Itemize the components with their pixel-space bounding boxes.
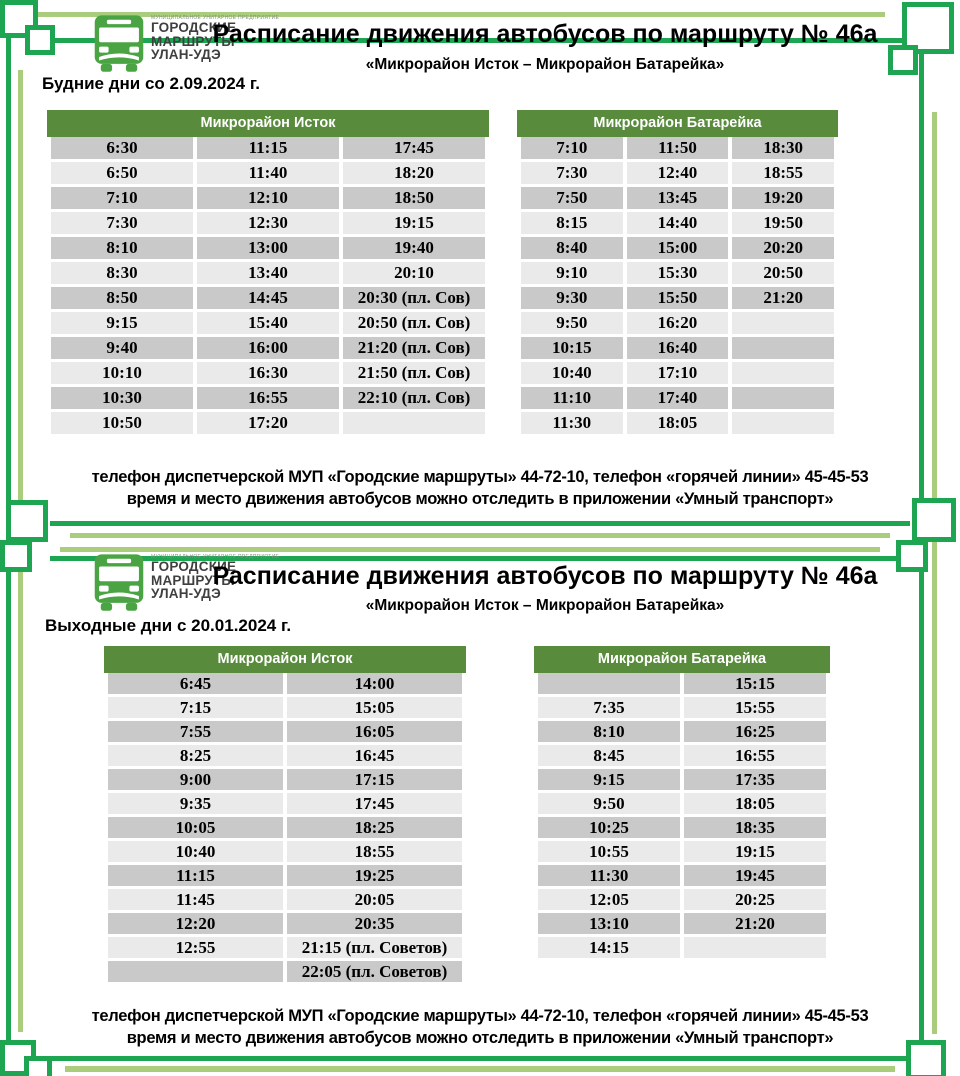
- time-cell: 18:35: [684, 817, 826, 838]
- time-cell: 8:45: [538, 745, 680, 766]
- table-row: [108, 937, 462, 958]
- time-cell: 20:30 (пл. Сов): [343, 287, 485, 309]
- time-cell: 9:50: [538, 793, 680, 814]
- corner-ornament: [25, 25, 55, 55]
- table-row: [538, 841, 826, 862]
- timetable-istok-weekday: [47, 134, 489, 437]
- schedule-title: Расписание движения автобусов по маршруту № 46а: [212, 562, 878, 590]
- table-row: [108, 961, 462, 982]
- bus-icon: [93, 552, 145, 619]
- time-cell: 7:50: [521, 187, 623, 209]
- time-cell: 17:10: [627, 362, 729, 384]
- time-cell: 20:20: [732, 237, 834, 259]
- time-cell: 11:50: [627, 137, 729, 159]
- time-cell: [108, 961, 283, 982]
- timetable-batareyka-weekend: [534, 670, 830, 961]
- time-cell: 8:10: [51, 237, 193, 259]
- table-row: [521, 412, 834, 434]
- table-row: [51, 412, 485, 434]
- time-cell: 11:10: [521, 387, 623, 409]
- time-cell: 17:35: [684, 769, 826, 790]
- time-cell: 20:25: [684, 889, 826, 910]
- table-row: [108, 865, 462, 886]
- table-row: [51, 262, 485, 284]
- time-cell: 6:45: [108, 673, 283, 694]
- validity-date: Выходные дни с 20.01.2024 г.: [45, 616, 292, 635]
- dispatcher-phones: телефон диспетчерской МУП «Городские маршруты» 44-72-10, телефон «горячей линии» 45-45-53: [91, 1007, 869, 1025]
- time-cell: [732, 387, 834, 409]
- table-header-batareyka: Микрорайон Батарейка: [517, 110, 838, 137]
- time-cell: 11:40: [197, 162, 339, 184]
- time-cell: 18:05: [627, 412, 729, 434]
- time-cell: 10:40: [108, 841, 283, 862]
- table-row: [108, 889, 462, 910]
- table-row: [538, 817, 826, 838]
- tracking-app-note: время и место движения автобусов можно отследить в приложении «Умный транспорт»: [126, 1029, 834, 1047]
- table-row: [51, 287, 485, 309]
- time-cell: 18:50: [343, 187, 485, 209]
- time-cell: 11:30: [538, 865, 680, 886]
- table-row: [538, 745, 826, 766]
- time-cell: 18:55: [287, 841, 462, 862]
- table-row: [521, 137, 834, 159]
- corner-ornament: [24, 1056, 52, 1076]
- time-cell: 16:45: [287, 745, 462, 766]
- time-cell: 9:35: [108, 793, 283, 814]
- time-cell: 16:25: [684, 721, 826, 742]
- logo-line-1: ГОРОДСКИЕ: [151, 559, 237, 574]
- table-row: [538, 937, 826, 958]
- time-cell: 8:30: [51, 262, 193, 284]
- time-cell: 15:40: [197, 312, 339, 334]
- time-cell: 9:00: [108, 769, 283, 790]
- table-row: [521, 287, 834, 309]
- time-cell: 9:40: [51, 337, 193, 359]
- time-cell: 6:30: [51, 137, 193, 159]
- table-row: [538, 769, 826, 790]
- time-cell: 10:30: [51, 387, 193, 409]
- time-cell: 13:10: [538, 913, 680, 934]
- table-row: [521, 362, 834, 384]
- time-cell: 17:40: [627, 387, 729, 409]
- time-cell: 12:55: [108, 937, 283, 958]
- time-cell: 8:50: [51, 287, 193, 309]
- time-cell: [343, 412, 485, 434]
- time-cell: 11:15: [197, 137, 339, 159]
- time-cell: 19:20: [732, 187, 834, 209]
- dispatcher-phones: телефон диспетчерской МУП «Городские маршруты» 44-72-10, телефон «горячей линии» 45-45-53: [91, 468, 869, 486]
- table-row: [108, 769, 462, 790]
- time-cell: 16:05: [287, 721, 462, 742]
- table-row: [51, 162, 485, 184]
- logo-small-text: МУНИЦИПАЛЬНОЕ УНИТАРНОЕ ПРЕДПРИЯТИЕ: [151, 554, 280, 560]
- time-cell: 7:10: [521, 137, 623, 159]
- time-cell: 10:40: [521, 362, 623, 384]
- middle-ornament: [0, 540, 32, 572]
- time-cell: 16:20: [627, 312, 729, 334]
- time-cell: 18:20: [343, 162, 485, 184]
- table-row: [521, 162, 834, 184]
- table-row: [538, 673, 826, 694]
- time-cell: 9:15: [538, 769, 680, 790]
- time-cell: 17:20: [197, 412, 339, 434]
- time-cell: 15:55: [684, 697, 826, 718]
- time-cell: 16:00: [197, 337, 339, 359]
- table-row: [108, 745, 462, 766]
- time-cell: 15:30: [627, 262, 729, 284]
- time-cell: 12:30: [197, 212, 339, 234]
- logo-line-2: МАРШРУТЫ: [151, 33, 235, 49]
- time-cell: 10:55: [538, 841, 680, 862]
- time-cell: 12:40: [627, 162, 729, 184]
- time-cell: 11:30: [521, 412, 623, 434]
- time-cell: 13:00: [197, 237, 339, 259]
- validity-date: Будние дни со 2.09.2024 г.: [42, 74, 260, 93]
- table-row: [51, 137, 485, 159]
- table-row: [521, 337, 834, 359]
- dispatcher-info: [16, 1005, 944, 1049]
- table-row: [521, 262, 834, 284]
- table-row: [538, 913, 826, 934]
- time-cell: 17:45: [343, 137, 485, 159]
- table-row: [51, 312, 485, 334]
- time-cell: 8:15: [521, 212, 623, 234]
- time-cell: 22:05 (пл. Советов): [287, 961, 462, 982]
- time-cell: 9:50: [521, 312, 623, 334]
- table-row: [521, 187, 834, 209]
- time-cell: 12:10: [197, 187, 339, 209]
- time-cell: 7:35: [538, 697, 680, 718]
- table-row: [51, 187, 485, 209]
- time-cell: 15:50: [627, 287, 729, 309]
- route-subtitle: «Микрорайон Исток – Микрорайон Батарейка»: [365, 597, 725, 614]
- time-cell: 20:50: [732, 262, 834, 284]
- table-row: [538, 865, 826, 886]
- time-cell: 18:05: [684, 793, 826, 814]
- frame-line: [65, 1066, 895, 1072]
- time-cell: 19:25: [287, 865, 462, 886]
- time-cell: 12:05: [538, 889, 680, 910]
- time-cell: 9:30: [521, 287, 623, 309]
- time-cell: 20:50 (пл. Сов): [343, 312, 485, 334]
- route-subtitle: «Микрорайон Исток – Микрорайон Батарейка»: [365, 56, 725, 73]
- time-cell: [732, 312, 834, 334]
- schedule-title: Расписание движения автобусов по маршруту № 46а: [212, 20, 878, 48]
- frame-line: [50, 1056, 910, 1061]
- table-row: [51, 337, 485, 359]
- time-cell: 10:50: [51, 412, 193, 434]
- time-cell: 19:45: [684, 865, 826, 886]
- time-cell: 14:40: [627, 212, 729, 234]
- logo-line-1: ГОРОДСКИЕ: [151, 20, 237, 35]
- timetable-istok-weekend: [104, 670, 466, 985]
- time-cell: 13:45: [627, 187, 729, 209]
- time-cell: 14:45: [197, 287, 339, 309]
- time-cell: 18:55: [732, 162, 834, 184]
- time-cell: 10:10: [51, 362, 193, 384]
- time-cell: 16:55: [197, 387, 339, 409]
- time-cell: [732, 362, 834, 384]
- table-row: [538, 697, 826, 718]
- table-row: [538, 793, 826, 814]
- table-row: [51, 362, 485, 384]
- time-cell: 13:40: [197, 262, 339, 284]
- table-row: [521, 387, 834, 409]
- table-row: [108, 673, 462, 694]
- time-cell: 16:55: [684, 745, 826, 766]
- table-row: [521, 237, 834, 259]
- time-cell: 20:10: [343, 262, 485, 284]
- time-cell: 6:50: [51, 162, 193, 184]
- time-cell: 21:20: [732, 287, 834, 309]
- table-row: [108, 721, 462, 742]
- time-cell: 7:15: [108, 697, 283, 718]
- time-cell: 16:40: [627, 337, 729, 359]
- dispatcher-info: [16, 466, 944, 510]
- timetable-batareyka-weekday: [517, 134, 838, 437]
- time-cell: 10:15: [521, 337, 623, 359]
- time-cell: 14:15: [538, 937, 680, 958]
- table-row: [108, 793, 462, 814]
- time-cell: 21:15 (пл. Советов): [287, 937, 462, 958]
- time-cell: 10:05: [108, 817, 283, 838]
- time-cell: 22:10 (пл. Сов): [343, 387, 485, 409]
- time-cell: 21:20: [684, 913, 826, 934]
- time-cell: 19:40: [343, 237, 485, 259]
- table-row: [538, 721, 826, 742]
- time-cell: [732, 337, 834, 359]
- time-cell: 7:30: [521, 162, 623, 184]
- time-cell: 7:30: [51, 212, 193, 234]
- time-cell: [684, 937, 826, 958]
- logo-small-text: МУНИЦИПАЛЬНОЕ УНИТАРНОЕ ПРЕДПРИЯТИЕ: [151, 15, 280, 21]
- logo-line-2: МАРШРУТЫ: [151, 572, 235, 588]
- table-row: [51, 387, 485, 409]
- time-cell: 7:10: [51, 187, 193, 209]
- time-cell: 14:00: [287, 673, 462, 694]
- table-row: [108, 817, 462, 838]
- table-row: [108, 913, 462, 934]
- tracking-app-note: время и место движения автобусов можно отследить в приложении «Умный транспорт»: [126, 490, 834, 508]
- time-cell: 11:15: [108, 865, 283, 886]
- time-cell: 18:30: [732, 137, 834, 159]
- time-cell: [538, 673, 680, 694]
- time-cell: 17:15: [287, 769, 462, 790]
- time-cell: 20:05: [287, 889, 462, 910]
- logo-line-3: УЛАН-УДЭ: [151, 586, 221, 601]
- time-cell: 19:15: [684, 841, 826, 862]
- table-header-istok: Микрорайон Исток: [104, 646, 466, 673]
- frame-line: [70, 533, 890, 538]
- time-cell: 8:40: [521, 237, 623, 259]
- time-cell: 15:15: [684, 673, 826, 694]
- time-cell: 16:30: [197, 362, 339, 384]
- table-row: [521, 212, 834, 234]
- time-cell: 15:00: [627, 237, 729, 259]
- time-cell: 21:50 (пл. Сов): [343, 362, 485, 384]
- table-row: [108, 697, 462, 718]
- table-header-batareyka: Микрорайон Батарейка: [534, 646, 830, 673]
- time-cell: 8:25: [108, 745, 283, 766]
- time-cell: 19:15: [343, 212, 485, 234]
- time-cell: 12:20: [108, 913, 283, 934]
- time-cell: 7:55: [108, 721, 283, 742]
- table-header-istok: Микрорайон Исток: [47, 110, 489, 137]
- table-row: [51, 237, 485, 259]
- time-cell: [732, 412, 834, 434]
- bus-icon: [93, 13, 145, 80]
- time-cell: 21:20 (пл. Сов): [343, 337, 485, 359]
- table-row: [521, 312, 834, 334]
- time-cell: 9:10: [521, 262, 623, 284]
- time-cell: 10:25: [538, 817, 680, 838]
- time-cell: 20:35: [287, 913, 462, 934]
- time-cell: 18:25: [287, 817, 462, 838]
- time-cell: 17:45: [287, 793, 462, 814]
- table-row: [538, 889, 826, 910]
- time-cell: 15:05: [287, 697, 462, 718]
- table-row: [51, 212, 485, 234]
- time-cell: 11:45: [108, 889, 283, 910]
- frame-line: [50, 521, 910, 526]
- logo-line-3: УЛАН-УДЭ: [151, 47, 221, 62]
- time-cell: 9:15: [51, 312, 193, 334]
- table-row: [108, 841, 462, 862]
- time-cell: 8:10: [538, 721, 680, 742]
- time-cell: 19:50: [732, 212, 834, 234]
